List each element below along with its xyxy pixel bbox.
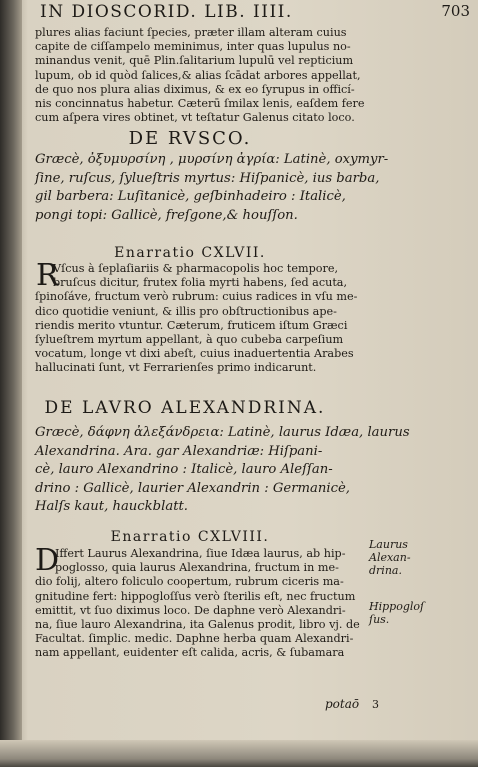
text-line: Alexan-: [369, 551, 411, 564]
text-line: dico quotidie veniunt, & illis pro obſtructionibus ape-: [35, 304, 337, 318]
catchword: potaō: [325, 697, 360, 711]
enarratio-heading-147: Enarratio CXLVII.: [114, 245, 266, 261]
text-line: Iffert Laurus Alexandrina, ſiue Idæa laurus, ab hip-: [55, 547, 346, 560]
folio-number: 703: [441, 2, 470, 20]
text-line: cè, lauro Alexandrino : Italicè, lauro Aleſſan-: [35, 462, 333, 477]
text-line: ſylueſtrem myrtum appellant, à quo cubeba carpeſium: [35, 332, 344, 346]
section-heading-lauro-alexandrina: DE LAVRO ALEXANDRINA.: [44, 398, 326, 418]
paragraph-ruscus: [35, 258, 363, 376]
text-line: riendis merito vtuntur. Cæterum, fruticem iſtum Græci: [35, 318, 348, 332]
text-line: cum aſpera vires obtinet, vt teſtatur Galenus citato loco.: [35, 111, 355, 125]
text-line: Græcè, ὀξυμυρσίνη , μυρσίνη ἀγρία: Latinè, oxymyr-: [35, 152, 389, 167]
paragraph-smilax: [35, 26, 363, 125]
text-line: lupum, ob id quòd ſalices,& alias ſcādat arbores appellat,: [35, 68, 361, 82]
text-line: ſus.: [369, 613, 390, 626]
text-line: Vſcus à ſeplaſiariis & pharmacopolis hoc tempore,: [53, 262, 339, 275]
text-line: dio folij, altero foliculo coopertum, rubrum ciceris ma-: [35, 575, 344, 589]
text-line: drino : Gallicè, laurier Alexandrin : Germanicè,: [35, 480, 350, 496]
text-line: Græcè, δάφνη ἀλεξάνδρεια: Latinè, laurus Idæa, laurus: [35, 425, 410, 440]
running-header: [40, 2, 470, 24]
text-line: ſpinoſáve, fructum verò rubrum: cuius radices in vſu me-: [35, 290, 358, 304]
text-line: capite de ciſſampelo meminimus, inter quas lupulus no-: [35, 40, 351, 54]
text-line: gil barbera: Luſitanicè, geſbinhadeiro : Italicè,: [35, 189, 346, 204]
enarratio-heading-148: Enarratio CXLVIII.: [110, 529, 270, 545]
text-line: nam appellant, euidenter eſt calida, acris, & ſubamara: [35, 646, 345, 660]
section-heading-rusco: DE RVSCO.: [128, 128, 252, 149]
text-line: minandus venit, quē Plin.ſalitarium lupulū vel repticium: [35, 54, 354, 68]
signature-mark: 3: [372, 698, 379, 711]
text-line: poglosso, quia laurus Alexandrina, fructum in me-: [55, 561, 339, 575]
text-line: na, ſiue lauro Alexandrina, ita Galenus prodit, libro vj. de: [35, 617, 360, 631]
text-line: nis concinnatus habetur. Cæterū ſmilax lenis, eaſdem fere: [35, 96, 365, 110]
text-line: vocatum, longe vt dixi abeſt, cuius inaduertentia Arabes: [35, 347, 354, 361]
text-line: plures alias faciunt ſpecies, præter illam alteram cuius: [35, 26, 347, 39]
text-line: Halſs kaut, hauckblatt.: [35, 499, 188, 514]
text-line: de quo nos plura alias diximus, & ex eo ſyrupus in officí-: [35, 82, 355, 96]
drop-cap-r: R: [36, 258, 59, 293]
text-line: Laurus: [369, 538, 408, 551]
drop-cap-d: D: [35, 543, 60, 578]
text-line: pongi topi: Gallicè, freſgone,& houſſon.: [35, 207, 298, 223]
text-line: Alexandrina. Ara. gar Alexandriæ: Hiſpani-: [35, 443, 323, 459]
text-line: Hippogloſ: [369, 600, 425, 613]
margin-note-laurus: [369, 538, 411, 577]
text-line: ſine, ruſcus, ſylueſtris myrtus: Hiſpanicè, ius barba,: [35, 170, 380, 186]
text-line: bruſcus dicitur, frutex folia myrti habens, ſed acuta,: [53, 276, 348, 290]
text-line: gnitudine fert: hippogloſſus verò ſterilis eſt, nec fructum: [35, 589, 356, 603]
text-line: emittit, vt ſuo diximus loco. De daphne verò Alexandri-: [35, 603, 346, 617]
text-line: hallucinati ſunt, vt Ferrarienſes primo indicarunt.: [35, 361, 317, 375]
names-lauro-alexandrina: [35, 424, 410, 517]
text-line: drina.: [369, 564, 402, 577]
names-rusco: [35, 151, 389, 225]
running-title: IN DIOSCORID. LIB. IIII.: [40, 2, 293, 22]
book-gutter: [0, 0, 22, 767]
page-bottom-edge: [0, 740, 478, 767]
text-line: Facultat. ſimplic. medic. Daphne herba quam Alexandri-: [35, 632, 354, 646]
paragraph-laurus-alexandrina: [35, 543, 363, 661]
margin-note-hippoglossus: [369, 600, 424, 626]
